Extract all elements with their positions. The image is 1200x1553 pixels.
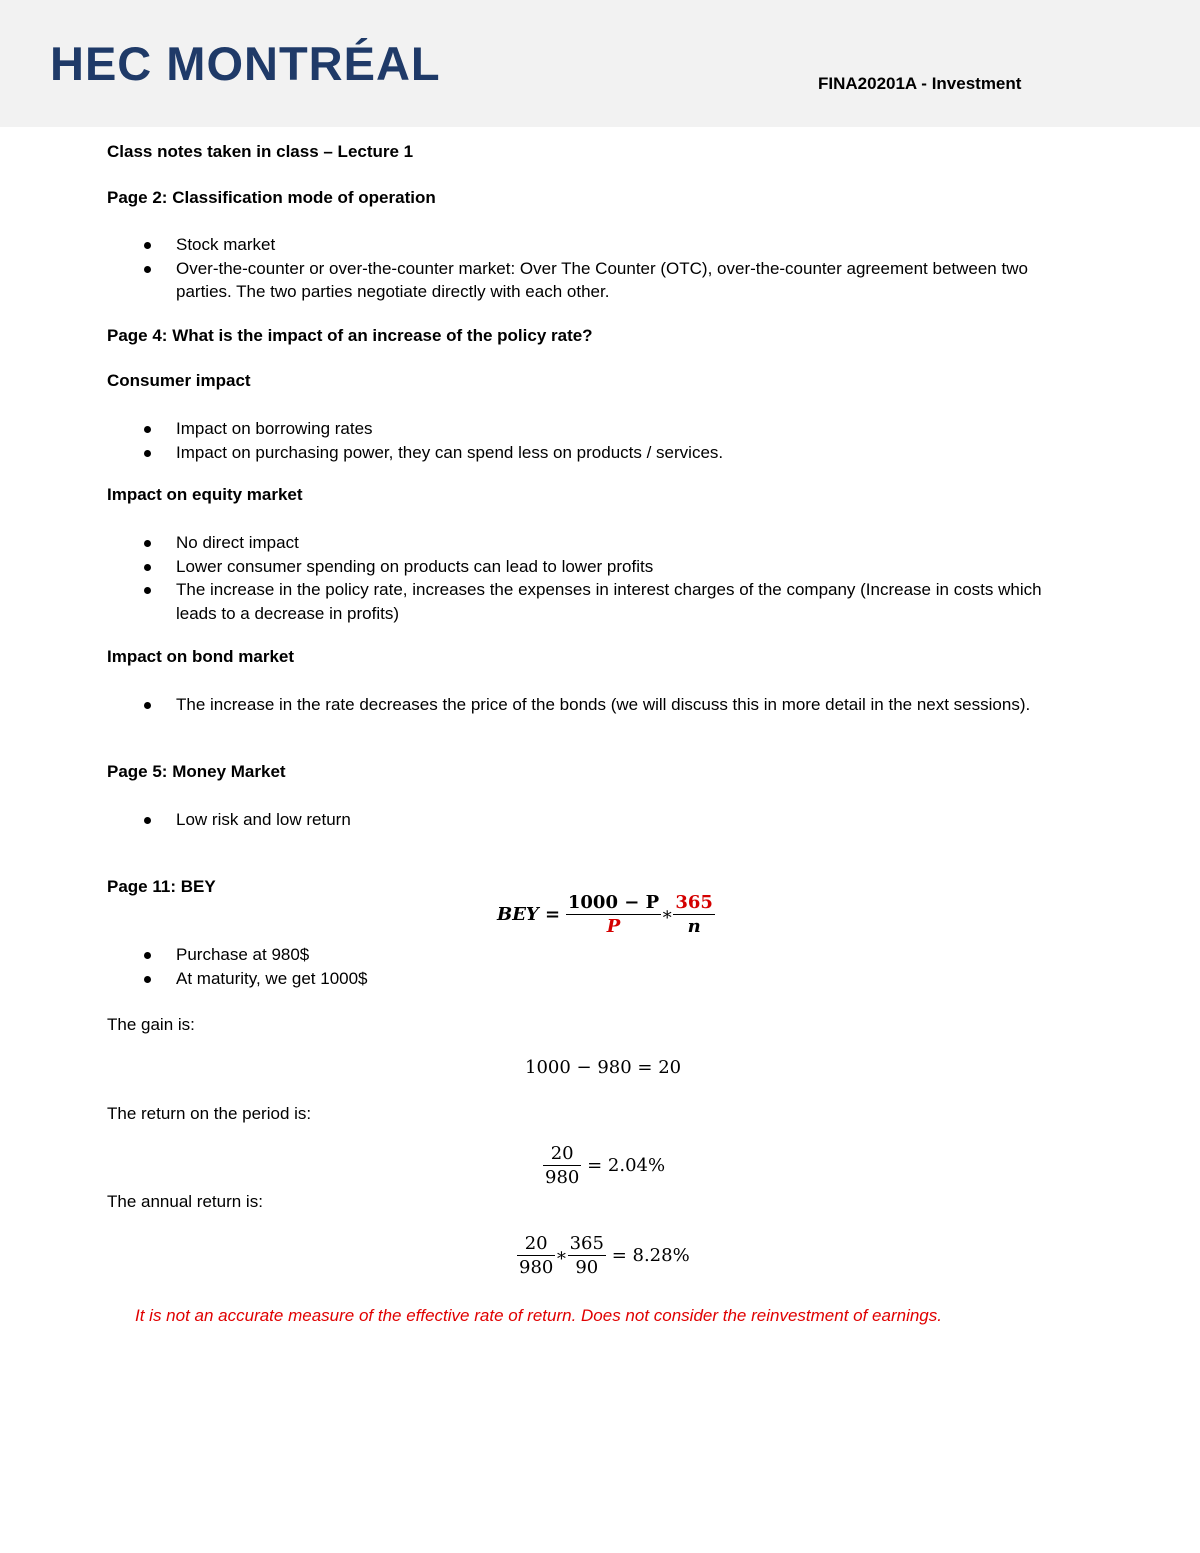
annual-return-period: 90 <box>568 1255 606 1277</box>
annual-return-result: = 8.28% <box>611 1245 690 1266</box>
bey-formula <box>497 894 715 936</box>
equity-impact-heading: Impact on equity market <box>107 485 303 504</box>
annual-return-numerator: 20 <box>524 1233 548 1254</box>
money-market-list <box>107 808 1077 832</box>
list-item: Impact on purchasing power, they can spend less on products / services. <box>107 441 1077 465</box>
bey-heading: Page 11: BEY <box>107 877 216 896</box>
bond-impact-heading: Impact on bond market <box>107 647 295 666</box>
section-classification-heading: Page 2: Classification mode of operation <box>107 188 436 207</box>
list-item: No direct impact <box>107 531 1077 555</box>
list-item: Low risk and low return <box>107 808 1077 832</box>
money-market-heading: Page 5: Money Market <box>107 762 286 781</box>
bey-formula-numerator: 1000 − P <box>567 892 660 913</box>
list-item: The increase in the rate decreases the price of the bonds (we will discuss this in more detail in the next sessions). <box>107 693 1077 717</box>
annual-return-operator: ∗ <box>555 1245 568 1266</box>
consumer-impact-list <box>107 417 1077 464</box>
list-item: Stock market <box>107 233 1077 257</box>
gain-label: The gain is: <box>107 1015 195 1034</box>
consumer-impact-heading: Consumer impact <box>107 371 251 390</box>
page-header <box>0 0 1200 127</box>
period-return-equation <box>543 1145 665 1187</box>
bey-formula-n: n <box>673 914 715 936</box>
period-return-numerator: 20 <box>550 1143 574 1164</box>
section-policy-rate-heading: Page 4: What is the impact of an increase of the policy rate? <box>107 326 593 345</box>
bey-formula-denominator: P <box>566 914 661 936</box>
period-return-denominator: 980 <box>545 1167 580 1188</box>
classification-list <box>107 233 1077 304</box>
annual-return-denominator: 980 <box>519 1257 554 1278</box>
period-return-result: = 2.04% <box>587 1155 666 1176</box>
gain-equation: 1000 − 980 = 20 <box>525 1057 682 1078</box>
annual-return-label: The annual return is: <box>107 1192 263 1211</box>
list-item: Impact on borrowing rates <box>107 417 1077 441</box>
document-title: Class notes taken in class – Lecture 1 <box>107 142 414 161</box>
list-item: Lower consumer spending on products can lead to lower profits <box>107 555 1077 579</box>
list-item: Purchase at 980$ <box>107 943 1077 967</box>
list-item: At maturity, we get 1000$ <box>107 967 1077 991</box>
bey-formula-days: 365 <box>675 892 713 913</box>
annual-return-equation <box>517 1235 690 1277</box>
course-title: FINA20201A - Investment <box>818 74 1022 93</box>
accuracy-note: It is not an accurate measure of the effective rate of return. Does not consider the reinvestment of earnings. <box>135 1306 942 1325</box>
list-item: The increase in the policy rate, increases the expenses in interest charges of the company (Increase in costs which leads to a decrease in profits) <box>107 578 1077 625</box>
equity-impact-list <box>107 531 1077 625</box>
period-return-label: The return on the period is: <box>107 1104 312 1123</box>
hec-montreal-logo: HEC MONTRÉAL <box>50 37 441 90</box>
bey-list <box>107 943 1077 990</box>
bey-formula-operator: ∗ <box>661 904 674 925</box>
annual-return-days: 365 <box>569 1233 604 1254</box>
list-item: Over-the-counter or over-the-counter market: Over The Counter (OTC), over-the-counter agreement between two parties. The two parties negotiate directly with each other. <box>107 257 1077 304</box>
bond-impact-list <box>107 693 1077 717</box>
bey-formula-lhs: BEY = <box>497 904 561 925</box>
